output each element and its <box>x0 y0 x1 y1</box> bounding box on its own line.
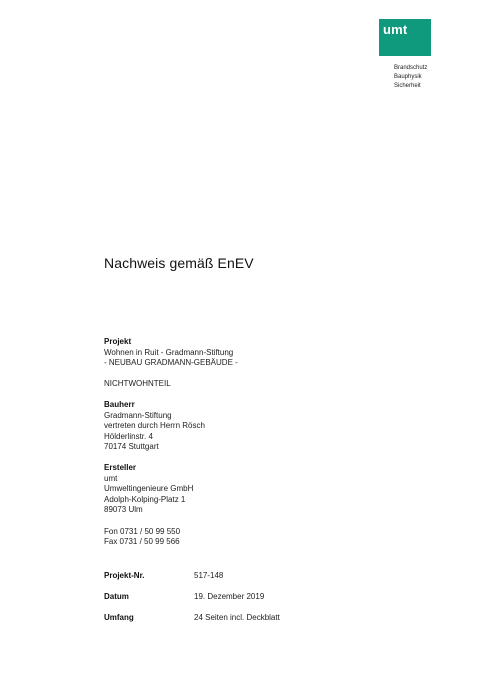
tagline-line: Sicherheit <box>394 83 421 89</box>
bauherr-heading: Bauherr <box>104 400 135 409</box>
bauherr-line: Hölderlinstr. 4 <box>104 431 153 441</box>
bauherr-section <box>104 400 205 453</box>
ersteller-line: Fon 0731 / 50 99 550 <box>104 526 181 536</box>
projekt-line: - NEUBAU GRADMANN-GEBÄUDE - <box>104 358 238 368</box>
bauherr-line: vertreten durch Herrn Rösch <box>104 421 205 431</box>
projekt-line <box>104 369 238 380</box>
meta-value: 517-148 <box>194 571 224 580</box>
ersteller-line <box>104 516 193 527</box>
meta-label: Projekt-Nr. <box>104 571 145 580</box>
projekt-line: NICHTWOHNTEIL <box>104 379 171 389</box>
meta-label: Umfang <box>104 613 134 622</box>
company-tagline <box>394 64 427 91</box>
bauherr-line: Gradmann-Stiftung <box>104 410 172 420</box>
ersteller-line: 89073 Ulm <box>104 505 143 515</box>
ersteller-heading: Ersteller <box>104 463 137 472</box>
document-title: Nachweis gemäß EnEV <box>104 255 254 271</box>
projekt-section <box>104 337 238 390</box>
umt-logo <box>379 19 431 56</box>
ersteller-line: umt <box>104 473 118 483</box>
ersteller-line: Fax 0731 / 50 99 566 <box>104 537 180 547</box>
meta-label: Datum <box>104 592 129 601</box>
logo-text: umt <box>383 22 408 37</box>
tagline-line: Brandschutz <box>394 65 428 71</box>
meta-value: 19. Dezember 2019 <box>194 592 265 601</box>
meta-value: 24 Seiten incl. Deckblatt <box>194 613 280 622</box>
projekt-line: Wohnen in Ruit - Gradmann-Stiftung <box>104 347 234 357</box>
ersteller-line: Adolph-Kolping-Platz 1 <box>104 494 186 504</box>
ersteller-line: Umweltingenieure GmbH <box>104 484 194 494</box>
tagline-line: Bauphysik <box>394 74 422 80</box>
ersteller-section <box>104 463 193 548</box>
projekt-heading: Projekt <box>104 337 132 346</box>
bauherr-line: 70174 Stuttgart <box>104 442 159 452</box>
